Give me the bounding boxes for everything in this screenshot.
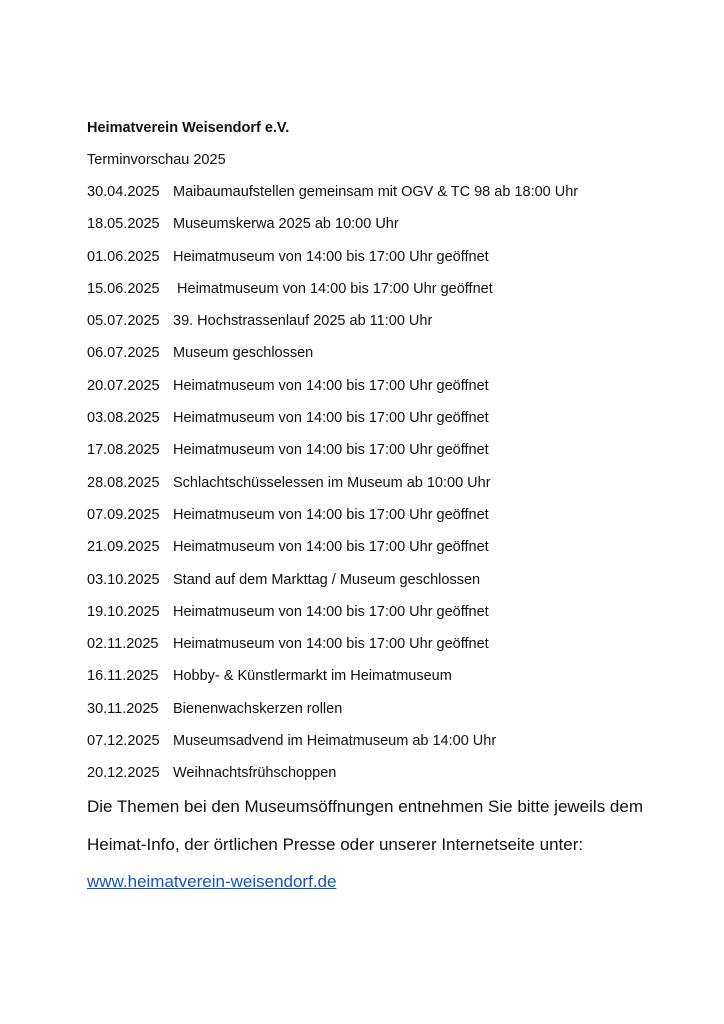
event-row [87,408,687,428]
event-description: Stand auf dem Markttag / Museum geschlossen [173,571,481,588]
event-row [87,763,687,783]
event-description: Heimatmuseum von 14:00 bis 17:00 Uhr geöffnet [173,248,489,265]
website-link[interactable]: www.heimatverein-weisendorf.de [87,871,337,891]
event-description: Museumskerwa 2025 ab 10:00 Uhr [173,216,399,233]
event-date: 20.12.2025 [87,765,160,782]
event-row [87,731,687,751]
event-row [87,473,687,493]
event-list [87,182,687,783]
event-row [87,182,687,202]
event-row [87,505,687,525]
event-date: 07.12.2025 [87,733,160,750]
event-description: Heimatmuseum von 14:00 bis 17:00 Uhr geöffnet [173,442,489,459]
event-row [87,699,687,719]
event-row [87,279,687,299]
event-description: Heimatmuseum von 14:00 bis 17:00 Uhr geöffnet [173,539,489,556]
event-row [87,666,687,686]
event-row [87,634,687,654]
event-date: 06.07.2025 [87,345,160,362]
event-description: Heimatmuseum von 14:00 bis 17:00 Uhr geöffnet [173,636,489,653]
event-description: Heimatmuseum von 14:00 bis 17:00 Uhr geöffnet [173,603,489,620]
event-description: 39. Hochstrassenlauf 2025 ab 11:00 Uhr [173,313,433,330]
event-description: Museumsadvend im Heimatmuseum ab 14:00 Uhr [173,733,497,750]
footer-text-line-2: Heimat-Info, der örtlichen Presse oder unserer Internetseite unter: [87,834,584,854]
event-description: Hobby- & Künstlermarkt im Heimatmuseum [173,668,452,685]
event-date: 30.04.2025 [87,184,160,200]
event-date: 16.11.2025 [87,668,159,685]
event-date: 01.06.2025 [87,248,160,265]
event-description: Bienenwachskerzen rollen [173,700,343,717]
event-date: 30.11.2025 [87,700,159,717]
event-description: Maibaumaufstellen gemeinsam mit OGV & TC 98 ab 18:00 Uhr [173,184,579,200]
organization-title: Heimatverein Weisendorf e.V. [87,120,290,136]
event-date: 17.08.2025 [87,442,160,459]
event-row [87,440,687,460]
event-row [87,247,687,267]
event-date: 28.08.2025 [87,474,160,491]
event-row [87,376,687,396]
schedule-subtitle: Terminvorschau 2025 [87,152,226,168]
event-description: Heimatmuseum von 14:00 bis 17:00 Uhr geöffnet [173,280,493,297]
event-row [87,537,687,557]
event-description: Heimatmuseum von 14:00 bis 17:00 Uhr geöffnet [173,377,489,394]
footer-text-line-1: Die Themen bei den Museumsöffnungen entnehmen Sie bitte jeweils dem [87,796,643,816]
event-date: 05.07.2025 [87,313,160,330]
event-row [87,214,687,234]
event-row [87,343,687,363]
event-row [87,570,687,590]
event-date: 18.05.2025 [87,216,160,233]
event-date: 02.11.2025 [87,636,159,653]
event-date: 21.09.2025 [87,539,160,556]
event-date: 07.09.2025 [87,506,160,523]
event-description: Heimatmuseum von 14:00 bis 17:00 Uhr geöffnet [173,506,489,523]
document-page [87,118,687,894]
event-date: 20.07.2025 [87,377,160,394]
event-date: 19.10.2025 [87,603,160,620]
event-description: Heimatmuseum von 14:00 bis 17:00 Uhr geöffnet [173,410,489,427]
event-description: Museum geschlossen [173,345,314,362]
event-date: 03.08.2025 [87,410,160,427]
event-date: 15.06.2025 [87,280,160,297]
event-description: Schlachtschüsselessen im Museum ab 10:00 Uhr [173,474,491,491]
event-row [87,602,687,622]
event-row [87,311,687,331]
event-description: Weihnachtsfrühschoppen [173,765,337,782]
event-date: 03.10.2025 [87,571,160,588]
